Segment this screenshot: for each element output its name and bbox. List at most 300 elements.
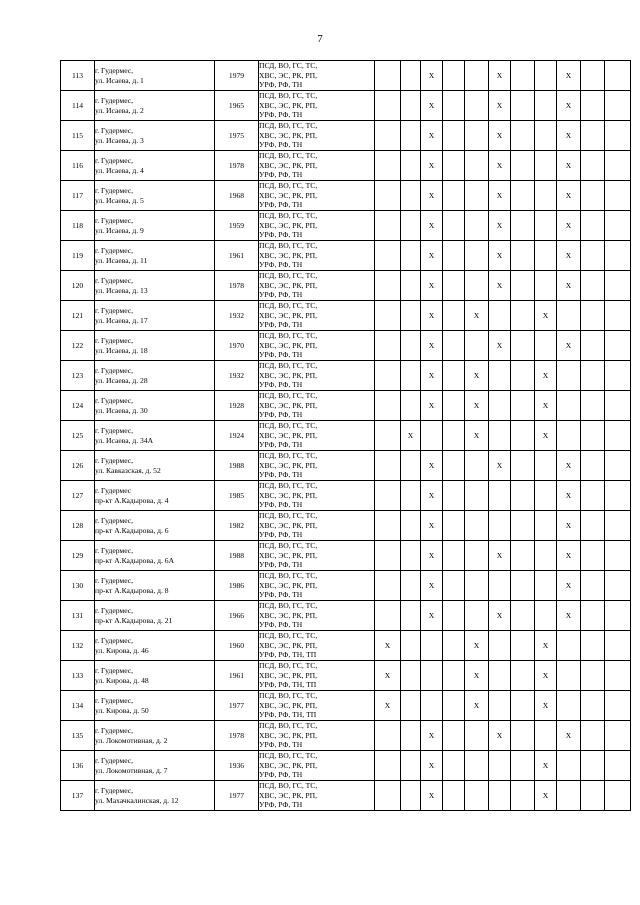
works-line: ХВС, ЭС, РК, РП,	[259, 340, 317, 350]
mark-cell	[581, 331, 605, 361]
address-street: ул. Локомотивная, д. 2	[95, 735, 168, 745]
mark-cell	[605, 181, 631, 211]
works-line: УРФ, РФ, ТН	[259, 170, 303, 180]
build-year: 1928	[215, 391, 259, 421]
mark-cell	[375, 721, 401, 751]
mark-cell	[535, 181, 557, 211]
address-city: г. Гудермес,	[95, 396, 134, 406]
mark-cell: X	[421, 121, 443, 151]
works-line: ПСД, ВО, ГС, ТС,	[259, 631, 318, 641]
mark-cell: X	[489, 151, 511, 181]
works-line: УРФ, РФ, ТН	[259, 200, 303, 210]
mark-cell	[535, 511, 557, 541]
address-street: пр-кт А.Кадырова, д. 8	[95, 585, 169, 595]
mark-cell	[421, 421, 443, 451]
mark-cell	[443, 721, 465, 751]
table-row	[61, 391, 631, 421]
works-list	[259, 91, 375, 121]
works-line: ХВС, ЭС, РК, РП,	[259, 280, 317, 290]
mark-cell	[511, 211, 535, 241]
mark-cell: X	[557, 721, 581, 751]
mark-cell: X	[489, 721, 511, 751]
address-cell	[95, 751, 215, 781]
works-line: ХВС, ЭС, РК, РП,	[259, 700, 317, 710]
mark-cell	[581, 511, 605, 541]
address-cell	[95, 691, 215, 721]
mark-cell: X	[557, 211, 581, 241]
works-line: ПСД, ВО, ГС, ТС,	[259, 481, 318, 491]
mark-cell	[535, 91, 557, 121]
row-number: 127	[61, 481, 95, 511]
mark-cell	[535, 541, 557, 571]
build-year: 1924	[215, 421, 259, 451]
mark-cell	[605, 151, 631, 181]
address-cell	[95, 481, 215, 511]
row-number: 125	[61, 421, 95, 451]
table-row	[61, 301, 631, 331]
address-city: г. Гудермес,	[95, 186, 134, 196]
works-line: ХВС, ЭС, РК, РП,	[259, 760, 317, 770]
address-city: г. Гудермес,	[95, 726, 134, 736]
address-street: ул. Исаева, д. 13	[95, 285, 148, 295]
works-line: ХВС, ЭС, РК, РП,	[259, 100, 317, 110]
works-list	[259, 301, 375, 331]
mark-cell: X	[557, 481, 581, 511]
mark-cell	[511, 571, 535, 601]
mark-cell	[375, 391, 401, 421]
mark-cell	[557, 301, 581, 331]
address-street: ул. Исаева, д. 4	[95, 165, 144, 175]
row-number: 128	[61, 511, 95, 541]
mark-cell: X	[465, 661, 489, 691]
mark-cell: X	[535, 631, 557, 661]
mark-cell	[465, 91, 489, 121]
works-line: ХВС, ЭС, РК, РП,	[259, 580, 317, 590]
mark-cell: X	[557, 511, 581, 541]
works-list	[259, 691, 375, 721]
mark-cell	[465, 181, 489, 211]
mark-cell	[581, 481, 605, 511]
row-number: 130	[61, 571, 95, 601]
mark-cell	[375, 781, 401, 811]
mark-cell: X	[421, 211, 443, 241]
works-list	[259, 571, 375, 601]
mark-cell	[605, 301, 631, 331]
mark-cell: X	[421, 241, 443, 271]
mark-cell: X	[465, 361, 489, 391]
row-number: 123	[61, 361, 95, 391]
mark-cell: X	[421, 601, 443, 631]
mark-cell: X	[421, 301, 443, 331]
works-line: ПСД, ВО, ГС, ТС,	[259, 241, 318, 251]
build-year: 1932	[215, 361, 259, 391]
mark-cell	[581, 61, 605, 91]
mark-cell: X	[375, 661, 401, 691]
row-number: 132	[61, 631, 95, 661]
mark-cell	[535, 61, 557, 91]
mark-cell: X	[535, 751, 557, 781]
mark-cell: X	[421, 151, 443, 181]
mark-cell: X	[401, 421, 421, 451]
works-line: ПСД, ВО, ГС, ТС,	[259, 721, 318, 731]
table-row	[61, 271, 631, 301]
mark-cell	[375, 211, 401, 241]
address-street: ул. Исаева, д. 9	[95, 225, 144, 235]
works-line: УРФ, РФ, ТН	[259, 470, 303, 480]
works-line: ХВС, ЭС, РК, РП,	[259, 190, 317, 200]
mark-cell	[581, 361, 605, 391]
mark-cell	[511, 391, 535, 421]
address-city: г. Гудермес,	[95, 156, 134, 166]
works-list	[259, 391, 375, 421]
mark-cell	[443, 391, 465, 421]
address-city: г. Гудермес,	[95, 96, 134, 106]
mark-cell	[605, 391, 631, 421]
mark-cell	[443, 211, 465, 241]
address-street: ул. Исаева, д. 30	[95, 405, 148, 415]
works-line: ХВС, ЭС, РК, РП,	[259, 730, 317, 740]
mark-cell	[535, 601, 557, 631]
mark-cell	[605, 721, 631, 751]
address-street: ул. Исаева, д. 1	[95, 75, 144, 85]
address-city: г. Гудермес	[95, 486, 132, 496]
address-city: г. Гудермес,	[95, 276, 134, 286]
works-line: ПСД, ВО, ГС, ТС,	[259, 121, 318, 131]
works-line: ХВС, ЭС, РК, РП,	[259, 130, 317, 140]
mark-cell: X	[421, 271, 443, 301]
works-list	[259, 211, 375, 241]
build-year: 1965	[215, 91, 259, 121]
mark-cell	[443, 181, 465, 211]
works-line: ХВС, ЭС, РК, РП,	[259, 370, 317, 380]
address-cell	[95, 511, 215, 541]
works-line: ПСД, ВО, ГС, ТС,	[259, 691, 318, 701]
mark-cell	[557, 661, 581, 691]
mark-cell	[443, 751, 465, 781]
mark-cell	[375, 571, 401, 601]
table-row	[61, 421, 631, 451]
works-line: ПСД, ВО, ГС, ТС,	[259, 361, 318, 371]
table-row	[61, 121, 631, 151]
address-city: г. Гудермес,	[95, 426, 134, 436]
build-year: 1979	[215, 61, 259, 91]
mark-cell: X	[535, 301, 557, 331]
works-line: ХВС, ЭС, РК, РП,	[259, 490, 317, 500]
mark-cell	[581, 751, 605, 781]
mark-cell	[443, 241, 465, 271]
address-city: г. Гудермес,	[95, 336, 134, 346]
mark-cell: X	[421, 721, 443, 751]
works-list	[259, 631, 375, 661]
mark-cell	[375, 271, 401, 301]
mark-cell	[605, 331, 631, 361]
address-cell	[95, 91, 215, 121]
build-year: 1978	[215, 721, 259, 751]
works-line: ПСД, ВО, ГС, ТС,	[259, 661, 318, 671]
mark-cell: X	[465, 631, 489, 661]
works-list	[259, 271, 375, 301]
address-street: ул. Махачкалинская, д. 12	[95, 795, 179, 805]
works-line: ПСД, ВО, ГС, ТС,	[259, 271, 318, 281]
address-cell	[95, 61, 215, 91]
mark-cell: X	[489, 271, 511, 301]
mark-cell	[401, 271, 421, 301]
mark-cell	[401, 541, 421, 571]
mark-cell	[511, 721, 535, 751]
mark-cell	[465, 571, 489, 601]
works-list	[259, 61, 375, 91]
row-number: 118	[61, 211, 95, 241]
works-line: УРФ, РФ, ТН, ТП	[259, 680, 317, 690]
works-line: ХВС, ЭС, РК, РП,	[259, 310, 317, 320]
address-cell	[95, 631, 215, 661]
mark-cell	[375, 361, 401, 391]
mark-cell	[605, 781, 631, 811]
address-street: ул. Исаева, д. 5	[95, 195, 144, 205]
works-line: ПСД, ВО, ГС, ТС,	[259, 301, 318, 311]
address-street: пр-кт А.Кадырова, д. 6А	[95, 555, 175, 565]
mark-cell	[511, 301, 535, 331]
works-line: УРФ, РФ, ТН	[259, 110, 303, 120]
mark-cell	[401, 751, 421, 781]
address-cell	[95, 541, 215, 571]
table-row	[61, 781, 631, 811]
mark-cell	[443, 361, 465, 391]
table-row	[61, 151, 631, 181]
works-line: ХВС, ЭС, РК, РП,	[259, 400, 317, 410]
mark-cell	[443, 301, 465, 331]
mark-cell	[581, 631, 605, 661]
mark-cell	[443, 481, 465, 511]
address-street: ул. Исаева, д. 28	[95, 375, 148, 385]
row-number: 120	[61, 271, 95, 301]
mark-cell	[605, 661, 631, 691]
mark-cell	[511, 451, 535, 481]
address-street: ул. Кирова, д. 46	[95, 645, 149, 655]
address-cell	[95, 181, 215, 211]
mark-cell	[401, 211, 421, 241]
mark-cell	[465, 781, 489, 811]
mark-cell	[535, 211, 557, 241]
mark-cell	[511, 361, 535, 391]
row-number: 134	[61, 691, 95, 721]
mark-cell	[581, 211, 605, 241]
table-row	[61, 211, 631, 241]
table-body	[61, 61, 631, 811]
mark-cell: X	[375, 691, 401, 721]
mark-cell: X	[489, 241, 511, 271]
mark-cell: X	[557, 151, 581, 181]
mark-cell: X	[535, 691, 557, 721]
mark-cell	[375, 241, 401, 271]
works-line: ПСД, ВО, ГС, ТС,	[259, 451, 318, 461]
works-list	[259, 361, 375, 391]
address-cell	[95, 331, 215, 361]
build-year: 1975	[215, 121, 259, 151]
address-city: г. Гудермес,	[95, 516, 134, 526]
works-line: УРФ, РФ, ТН	[259, 380, 303, 390]
mark-cell	[581, 121, 605, 151]
mark-cell	[489, 391, 511, 421]
address-city: г. Гудермес,	[95, 786, 134, 796]
mark-cell	[511, 271, 535, 301]
mark-cell	[535, 571, 557, 601]
address-street: ул. Кирова, д. 48	[95, 675, 149, 685]
mark-cell	[375, 61, 401, 91]
mark-cell	[535, 451, 557, 481]
build-year: 1978	[215, 151, 259, 181]
mark-cell: X	[557, 241, 581, 271]
mark-cell: X	[535, 391, 557, 421]
works-line: ХВС, ЭС, РК, РП,	[259, 160, 317, 170]
mark-cell: X	[421, 541, 443, 571]
table-row	[61, 631, 631, 661]
mark-cell	[489, 661, 511, 691]
mark-cell	[535, 271, 557, 301]
address-street: ул. Кавказская, д. 52	[95, 465, 161, 475]
works-line: ХВС, ЭС, РК, РП,	[259, 70, 317, 80]
address-city: г. Гудермес,	[95, 756, 134, 766]
mark-cell	[557, 391, 581, 421]
works-list	[259, 751, 375, 781]
row-number: 117	[61, 181, 95, 211]
table-row	[61, 691, 631, 721]
mark-cell	[375, 601, 401, 631]
mark-cell	[401, 631, 421, 661]
mark-cell	[401, 241, 421, 271]
build-year: 1932	[215, 301, 259, 331]
table-row	[61, 481, 631, 511]
table-row	[61, 661, 631, 691]
works-line: ХВС, ЭС, РК, РП,	[259, 220, 317, 230]
mark-cell	[401, 151, 421, 181]
mark-cell	[375, 481, 401, 511]
address-city: г. Гудермес,	[95, 546, 134, 556]
mark-cell: X	[489, 331, 511, 361]
address-city: г. Гудермес,	[95, 66, 134, 76]
mark-cell: X	[421, 331, 443, 361]
table-row	[61, 601, 631, 631]
mark-cell	[605, 481, 631, 511]
build-year: 1988	[215, 451, 259, 481]
mark-cell	[605, 361, 631, 391]
table-row	[61, 721, 631, 751]
mark-cell	[605, 451, 631, 481]
works-list	[259, 601, 375, 631]
mark-cell	[401, 571, 421, 601]
mark-cell	[465, 271, 489, 301]
mark-cell	[443, 571, 465, 601]
row-number: 135	[61, 721, 95, 751]
mark-cell	[401, 781, 421, 811]
mark-cell	[581, 91, 605, 121]
mark-cell	[465, 61, 489, 91]
mark-cell	[401, 661, 421, 691]
mark-cell	[605, 421, 631, 451]
mark-cell	[605, 271, 631, 301]
mark-cell: X	[489, 211, 511, 241]
works-line: УРФ, РФ, ТН	[259, 560, 303, 570]
works-line: УРФ, РФ, ТН, ТП	[259, 710, 317, 720]
build-year: 1961	[215, 241, 259, 271]
mark-cell: X	[557, 181, 581, 211]
mark-cell: X	[489, 61, 511, 91]
mark-cell	[511, 121, 535, 151]
mark-cell: X	[421, 781, 443, 811]
works-line: ПСД, ВО, ГС, ТС,	[259, 421, 318, 431]
table-row	[61, 571, 631, 601]
address-city: г. Гудермес,	[95, 216, 134, 226]
mark-cell	[511, 541, 535, 571]
mark-cell: X	[489, 451, 511, 481]
address-cell	[95, 721, 215, 751]
works-list	[259, 661, 375, 691]
address-street: ул. Исаева, д. 11	[95, 255, 148, 265]
works-list	[259, 481, 375, 511]
mark-cell	[375, 451, 401, 481]
mark-cell: X	[465, 421, 489, 451]
mark-cell: X	[465, 691, 489, 721]
works-line: УРФ, РФ, ТН	[259, 410, 303, 420]
mark-cell	[535, 331, 557, 361]
mark-cell	[489, 361, 511, 391]
mark-cell	[465, 481, 489, 511]
address-cell	[95, 781, 215, 811]
address-cell	[95, 301, 215, 331]
row-number: 124	[61, 391, 95, 421]
mark-cell	[489, 751, 511, 781]
table-row	[61, 511, 631, 541]
mark-cell	[605, 91, 631, 121]
mark-cell	[401, 361, 421, 391]
mark-cell	[401, 91, 421, 121]
mark-cell	[375, 511, 401, 541]
mark-cell	[489, 511, 511, 541]
works-line: УРФ, РФ, ТН	[259, 800, 303, 810]
build-year: 1982	[215, 511, 259, 541]
works-list	[259, 241, 375, 271]
mark-cell	[581, 181, 605, 211]
works-line: ПСД, ВО, ГС, ТС,	[259, 601, 318, 611]
address-street: пр-кт А.Кадырова, д. 21	[95, 615, 173, 625]
mark-cell	[605, 601, 631, 631]
mark-cell	[443, 661, 465, 691]
mark-cell	[375, 91, 401, 121]
mark-cell	[465, 721, 489, 751]
mark-cell	[489, 691, 511, 721]
works-line: УРФ, РФ, ТН	[259, 770, 303, 780]
build-year: 1988	[215, 541, 259, 571]
row-number: 113	[61, 61, 95, 91]
address-cell	[95, 661, 215, 691]
address-cell	[95, 241, 215, 271]
mark-cell	[581, 571, 605, 601]
mark-cell	[443, 331, 465, 361]
mark-cell	[581, 151, 605, 181]
works-list	[259, 331, 375, 361]
mark-cell	[443, 781, 465, 811]
address-city: г. Гудермес,	[95, 576, 134, 586]
works-line: ПСД, ВО, ГС, ТС,	[259, 181, 318, 191]
mark-cell	[557, 751, 581, 781]
mark-cell	[489, 781, 511, 811]
mark-cell	[605, 241, 631, 271]
row-number: 133	[61, 661, 95, 691]
mark-cell	[581, 271, 605, 301]
mark-cell: X	[557, 331, 581, 361]
mark-cell	[489, 481, 511, 511]
mark-cell	[401, 451, 421, 481]
